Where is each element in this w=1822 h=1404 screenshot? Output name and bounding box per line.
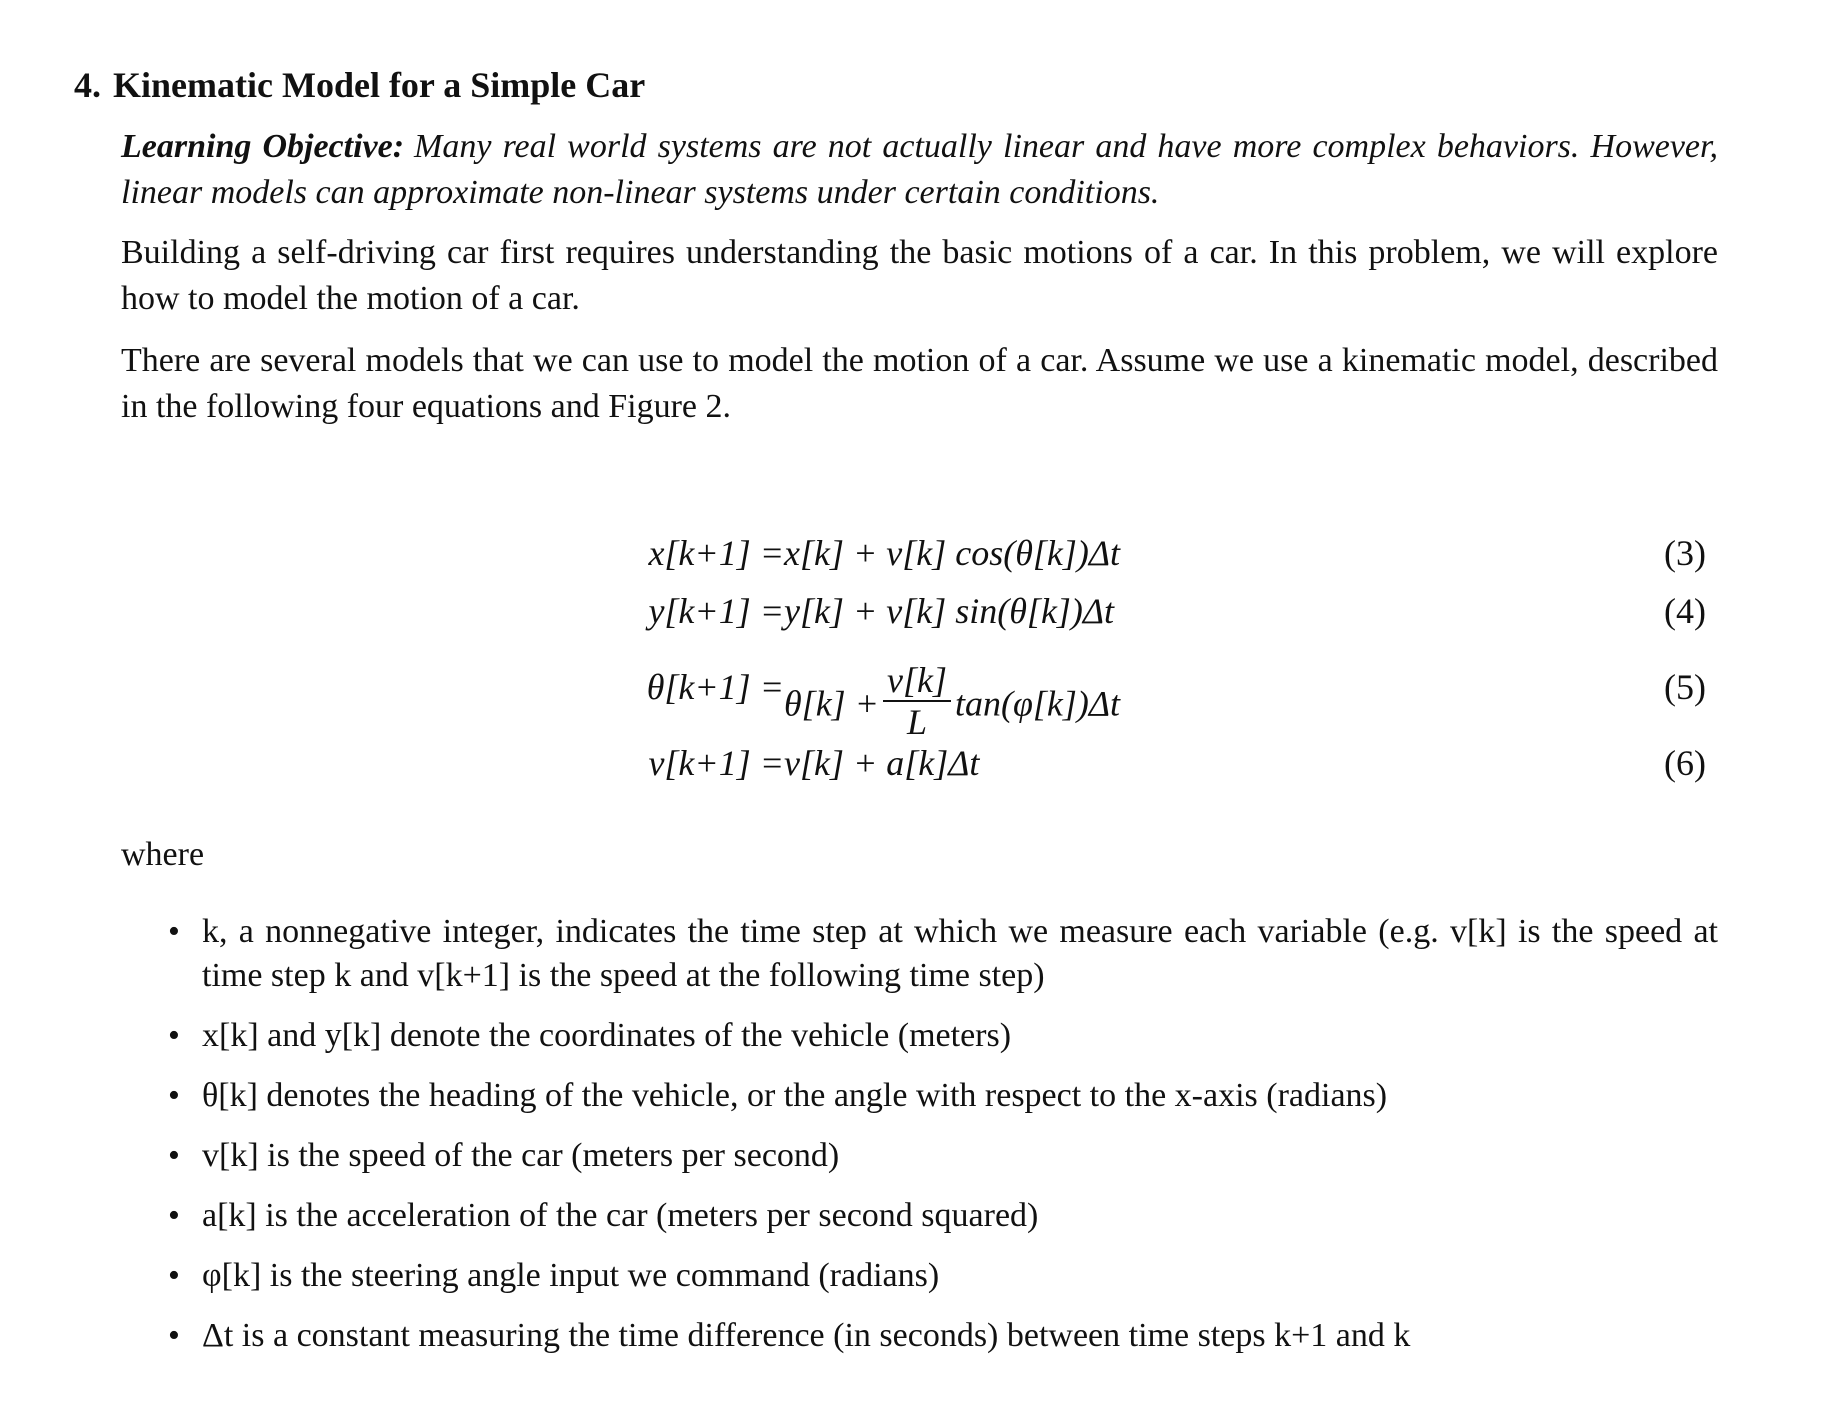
bullet-icon: • (168, 1137, 180, 1174)
list-item-text: θ[k] denotes the heading of the vehicle, or the angle with respect to the x-axis (radians) (202, 1077, 1388, 1114)
paragraph-models: There are several models that we can use to model the motion of a car. Assume we use a kinematic model, described in the following four equations and Figure 2. (121, 342, 1718, 425)
equation-lhs: x[k+1] = (648, 533, 784, 573)
list-item-text: Δt is a constant measuring the time difference (in seconds) between time steps k+1 and k (202, 1317, 1411, 1354)
equation-number: (5) (1664, 667, 1706, 707)
fraction-numerator: v[k] (883, 660, 951, 702)
learning-objective (121, 124, 1718, 216)
equation-lhs: y[k+1] = (648, 591, 784, 631)
where-label: where (121, 836, 205, 873)
list-item-text: φ[k] is the steering angle input we command (radians) (202, 1257, 940, 1294)
bullet-icon: • (168, 913, 180, 950)
list-item-text: v[k] is the speed of the car (meters per second) (202, 1137, 840, 1174)
equation-rhs-part: θ[k] + (784, 683, 879, 724)
objective-label: Learning Objective: (121, 128, 405, 165)
equation-number: (4) (1664, 591, 1706, 631)
fraction-denominator: L (906, 702, 927, 742)
equation-rhs: x[k] + v[k] cos(θ[k])Δt (784, 533, 1121, 573)
equation-rhs (784, 660, 1120, 748)
equation-number: (3) (1664, 533, 1706, 573)
bullet-icon: • (168, 1197, 180, 1234)
equation-rhs: v[k] + a[k]Δt (784, 743, 980, 783)
section-number: 4. (74, 65, 101, 105)
objective-text: Many real world systems are not actually linear and have more complex behaviors. However, linear models can approximate non-linear systems under certain conditions. (121, 128, 1718, 211)
equation-rhs: y[k] + v[k] sin(θ[k])Δt (784, 591, 1115, 631)
list-item-text: k, a nonnegative integer, indicates the time step at which we measure each variable (e.g. v[k] is the speed at time step k and v[k+1] is the speed at the following time step) (202, 913, 1718, 994)
equation-number: (6) (1664, 743, 1706, 783)
bullet-icon: • (168, 1077, 180, 1114)
fraction (883, 660, 951, 742)
equation-block (0, 520, 1822, 790)
section-title: Kinematic Model for a Simple Car (113, 65, 646, 105)
equation-lhs: v[k+1] = (648, 743, 784, 783)
list-item-text: x[k] and y[k] denote the coordinates of the vehicle (meters) (202, 1017, 1012, 1054)
equation-rhs-part: tan(φ[k])Δt (954, 683, 1120, 724)
bullet-icon: • (168, 1017, 180, 1054)
equation-lhs: θ[k+1] = (646, 667, 784, 707)
paragraph-intro: Building a self-driving car first requires understanding the basic motions of a car. In this problem, we will explore how to model the motion of a car. (121, 234, 1718, 317)
bullet-icon: • (168, 1317, 180, 1354)
bullet-icon: • (168, 1257, 180, 1294)
list-item-text: a[k] is the acceleration of the car (meters per second squared) (202, 1197, 1039, 1234)
cropped-previous-heading (140, 0, 1440, 4)
section-heading (74, 64, 645, 106)
